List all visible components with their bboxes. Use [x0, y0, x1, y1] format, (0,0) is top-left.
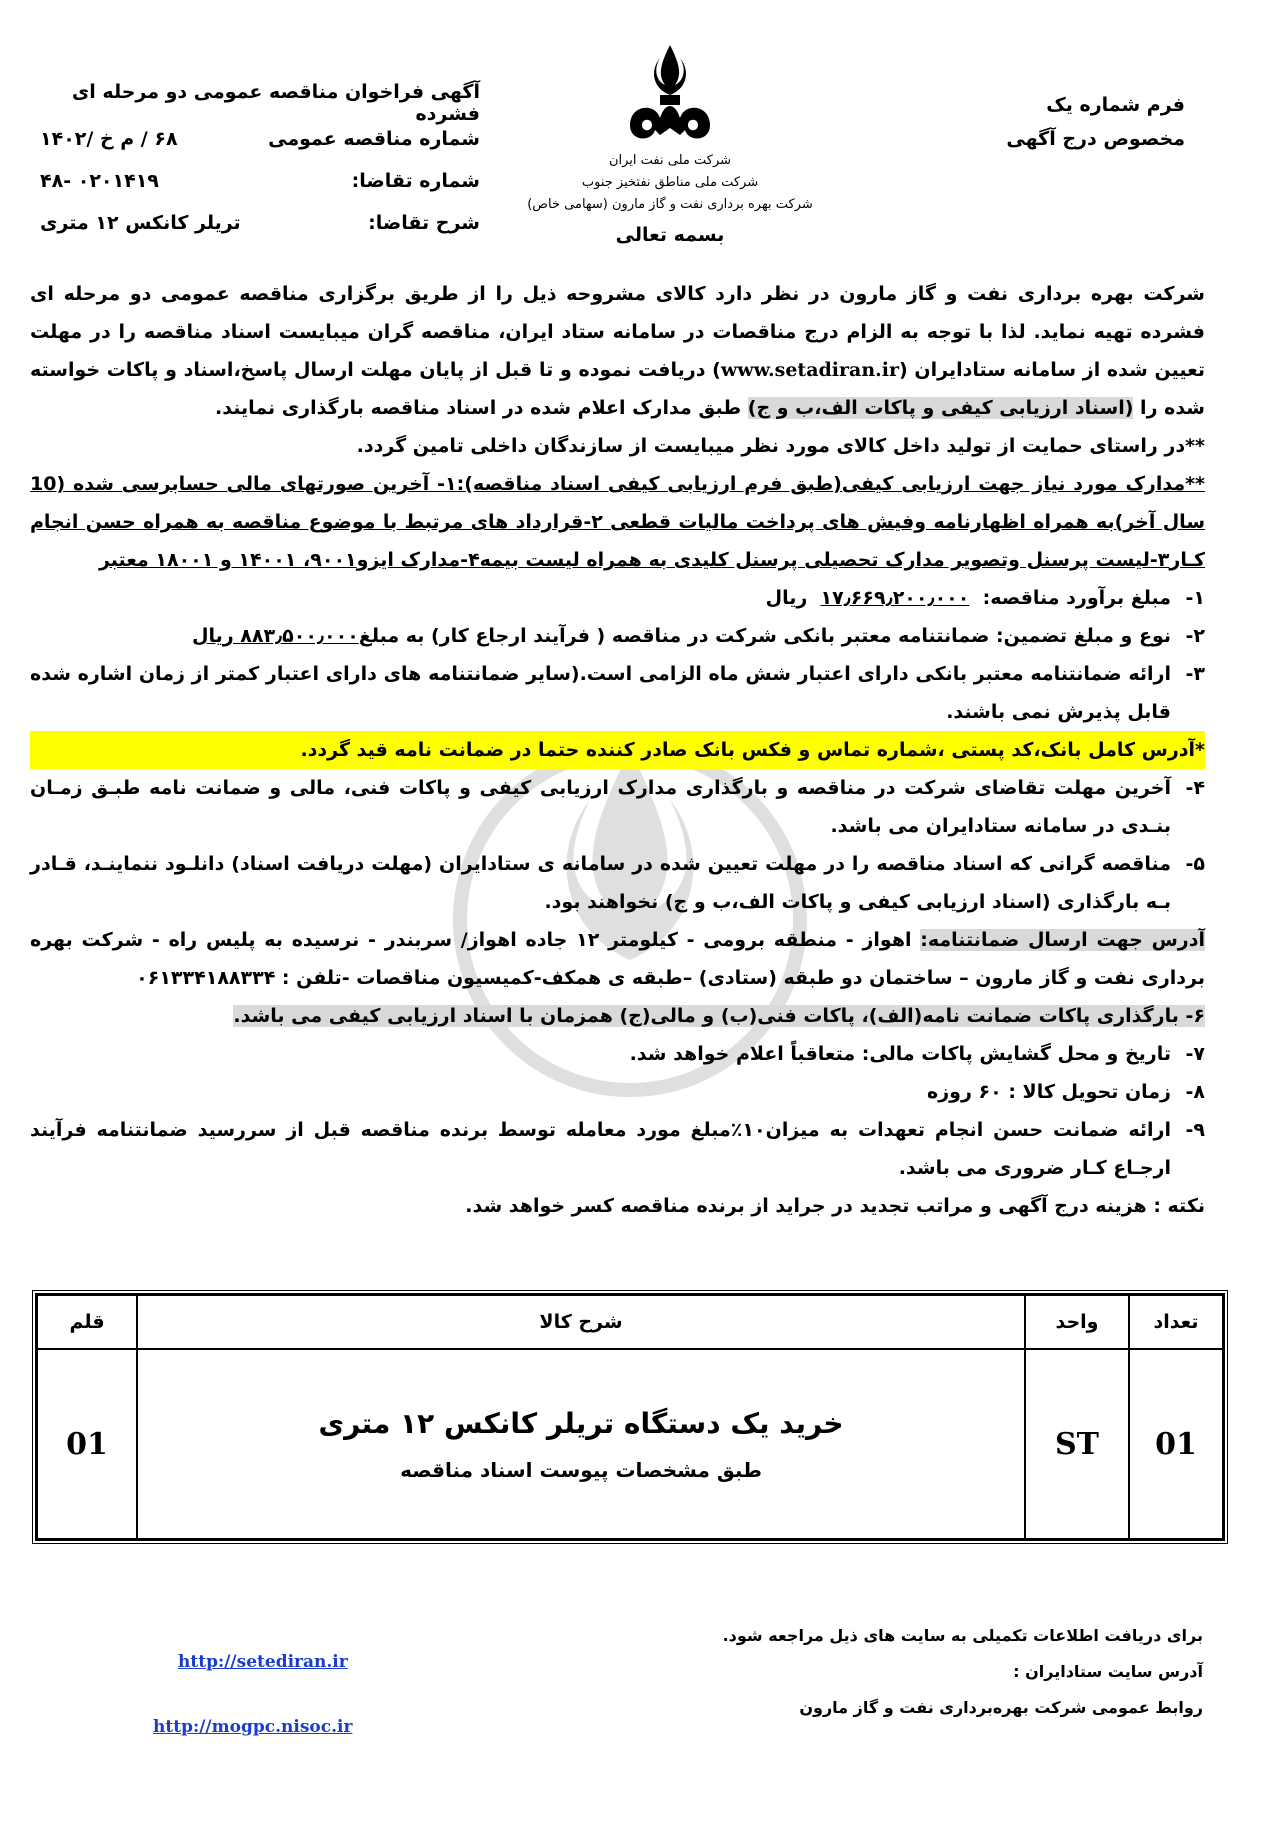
form-number: فرم شماره یک	[1046, 94, 1185, 116]
final-note: نکته : هزینه درج آگهی و مراتب تجدید در جراید از برنده مناقصه کسر خواهد شد.	[465, 1195, 1205, 1217]
desc-subtitle: طبق مشخصات پیوست اسناد مناقصه	[400, 1457, 762, 1482]
footer-info	[723, 1618, 1203, 1726]
tender-number-value: ۶۸ / م خ /۱۴۰۲	[40, 128, 178, 150]
item-guarantee: ۲- نوع و مبلغ تضمین: ضمانتنامه معتبر بانکی شرکت در مناقصه ( فرآیند ارجاع کار) به مبلغ۸۸۳٫۵۰۰٫۰۰۰ ریال	[191, 625, 1205, 647]
item-upload: ۶- بارگذاری پاکات ضمانت نامه(الف)، پاکات فنی(ب) و مالی(ج) همزمان با اسناد ارزیابی کیفی می باشد.	[233, 1005, 1205, 1027]
nioc-flame-logo-icon	[610, 40, 730, 150]
cell-unit: ST	[1025, 1349, 1129, 1539]
goods-table	[32, 1290, 1228, 1544]
docs-highlight: (اسناد ارزیابی کیفی و پاکات الف،ب و ج)	[747, 397, 1134, 419]
estimate-label: مبلغ برآورد مناقصه:	[982, 587, 1171, 609]
support-note: **در راستای حمایت از تولید داخل کالای مورد نظر میبایست از سازندگان داخلی تامین گردد.	[356, 435, 1205, 457]
org-block	[520, 40, 820, 246]
request-number-row	[40, 160, 480, 202]
tender-header	[40, 81, 480, 244]
request-desc-row	[40, 202, 480, 244]
mogpc-link[interactable]: http://mogpc.nisoc.ir	[153, 1717, 353, 1737]
estimate-unit: ریال	[765, 587, 808, 609]
address-label: آدرس جهت ارسال ضمانتنامه:	[920, 929, 1206, 951]
setad-url-inline: www.setadiran.ir	[720, 359, 899, 381]
notice-body	[30, 275, 1205, 1225]
col-item: قلم	[37, 1295, 137, 1349]
form-header	[1006, 88, 1185, 156]
estimate-value: ۱۷٫۶۶۹٫۲۰۰٫۰۰۰	[820, 587, 970, 609]
request-desc-label: شرح تقاضا:	[368, 212, 480, 234]
intro-paragraph: شرکت بهره برداری نفت و گاز مارون در نظر دارد کالای مشروحه ذیل را از طریق برگزاری مناقصه عمومی دو مرحله ای فشرده تهیه نماید. لذا با توجه به الزام درج مناقصات در سامانه ستاد ایران، مناقصه گران میبایست اسناد مناقصه را در مهلت تعیین شده از سامانه ستادایران (www.setadiran.ir) دریافت نموده و تا قبل از پایان مهلت ارسال پاسخ،اسناد و پاکات خواسته شده را (اسناد ارزیابی کیفی و پاکات الف،ب و ج) طبق مدارک اعلام شده در اسناد مناقصه بارگذاری نمایند.	[30, 283, 1205, 419]
item-estimate: ۱- مبلغ برآورد مناقصه: ۱۷٫۶۶۹٫۲۰۰٫۰۰۰ ریال	[765, 587, 1205, 609]
request-desc-value: تریلر کانکس ۱۲ متری	[40, 212, 241, 234]
bank-address-highlight: *آدرس کامل بانک،کد پستی ،شماره تماس و فکس بانک صادر کننده حتما در ضمانت نامه قید گردد.	[30, 731, 1205, 769]
desc-title: خرید یک دستگاه تریلر کانکس ۱۲ متری	[318, 1406, 844, 1440]
item-opening: ۷- تاریخ و محل گشایش پاکات مالی: متعاقباً اعلام خواهد شد.	[629, 1043, 1205, 1065]
request-number-value: ۰۲۰۱۴۱۹ -۴۸	[40, 170, 159, 192]
table-row	[37, 1349, 1223, 1539]
org-line-nisoc: شرکت ملی مناطق نفتخیز جنوب	[581, 175, 759, 190]
col-qty: تعداد	[1129, 1295, 1223, 1349]
item-guarantee-validity: ۳- ارائه ضمانتنامه معتبر بانکی دارای اعتبار شش ماه الزامی است.(سایر ضمانتنامه های دارای اعتبار کمتر از زمان اشاره شده قابل پذیرش نمی باشند.	[30, 663, 1205, 723]
item-deadline: ۴- آخرین مهلت تقاضای شرکت در مناقصه و بارگذاری مدارک ارزیابی کیفی و پاکات فنی، مالی و ضمانت نامه طبـق زمـان بنـدی در سامانه ستادایران می باشد.	[30, 777, 1205, 837]
cell-desc	[137, 1349, 1025, 1539]
required-docs-note: **مدارک مورد نیاز جهت ارزیابی کیفی(طبق فرم ارزیابی کیفی اسناد مناقصه):۱- آخرین صورتهای مالی حسابرسی شده (10 سال آخر)به همراه اظهارنامه وفیش های پرداخت مالیات قطعی ۲-قرارداد های مرتبط با موضوع مناقصه به همراه حسن انجام کـار۳-لیست پرسنل وتصویر مدارک تحصیلی پرسنل کلیدی به همراه لیست بیمه۴-مدارک ایزو۹۰۰۱، ۱۴۰۰۱ و ۱۸۰۰۱ معتبر	[30, 473, 1206, 571]
footer-setad-label: آدرس سایت ستادایران :	[1013, 1662, 1203, 1681]
table-header-row	[37, 1295, 1223, 1349]
footer-info-line: برای دریافت اطلاعات تکمیلی به سایت های ذیل مراجعه شود.	[722, 1626, 1203, 1645]
cell-item: 01	[37, 1349, 137, 1539]
item-performance-bond: ۹- ارائه ضمانت حسن انجام تعهدات به میزان۱۰٪مبلغ مورد معامله توسط برنده مناقصه قبل از سررسید ضمانتنامه فرآیند ارجـاع کـار ضروری می باشد.	[30, 1119, 1205, 1179]
ad-title: آگهی فراخوان مناقصه عمومی دو مرحله ای فشرده	[71, 81, 480, 125]
item-delivery: ۸- زمان تحویل کالا : ۶۰ روزه	[926, 1081, 1205, 1103]
org-line-marun: شرکت بهره برداری نفت و گاز مارون (سهامی خاص)	[527, 197, 813, 212]
cell-qty: 01	[1129, 1349, 1223, 1539]
org-line-nioc: شرکت ملی نفت ایران	[608, 153, 732, 168]
setad-link[interactable]: http://setediran.ir	[178, 1652, 348, 1672]
tender-number-label: شماره مناقصه عمومی	[268, 128, 480, 150]
footer-pr-label: روابط عمومی شرکت بهره‌برداری نفت و گاز مارون	[799, 1698, 1203, 1717]
guarantee-address: آدرس جهت ارسال ضمانتنامه: اهواز - منطقه برومی - کیلومتر ۱۲ جاده اهواز/ سربندر - نرسیده به پلیس راه - شرکت بهره برداری نفت و گاز مارون – ساختمان دو طبقه (ستادی) –طبقه ی همکف-کمیسیون مناقصات -تلفن : ۰۶۱۳۳۴۱۸۸۳۳۴	[30, 929, 1206, 989]
item-download: ۵- مناقصه گرانی که اسناد مناقصه را در مهلت تعیین شده در سامانه ی ستادایران (مهلت دریافت اسناد) دانلـود ننماینـد، قـادر بـه بارگذاری (اسناد ارزیابی کیفی و پاکات الف،ب و ج) نخواهند بود.	[30, 853, 1205, 913]
form-purpose: مخصوص درج آگهی	[1006, 128, 1185, 150]
col-unit: واحد	[1025, 1295, 1129, 1349]
request-number-label: شماره تقاضا:	[351, 170, 480, 192]
bismillah: بسمه تعالی	[615, 224, 725, 246]
guarantee-value: ۸۸۳٫۵۰۰٫۰۰۰ ریال	[191, 625, 359, 647]
col-desc: شرح کالا	[137, 1295, 1025, 1349]
